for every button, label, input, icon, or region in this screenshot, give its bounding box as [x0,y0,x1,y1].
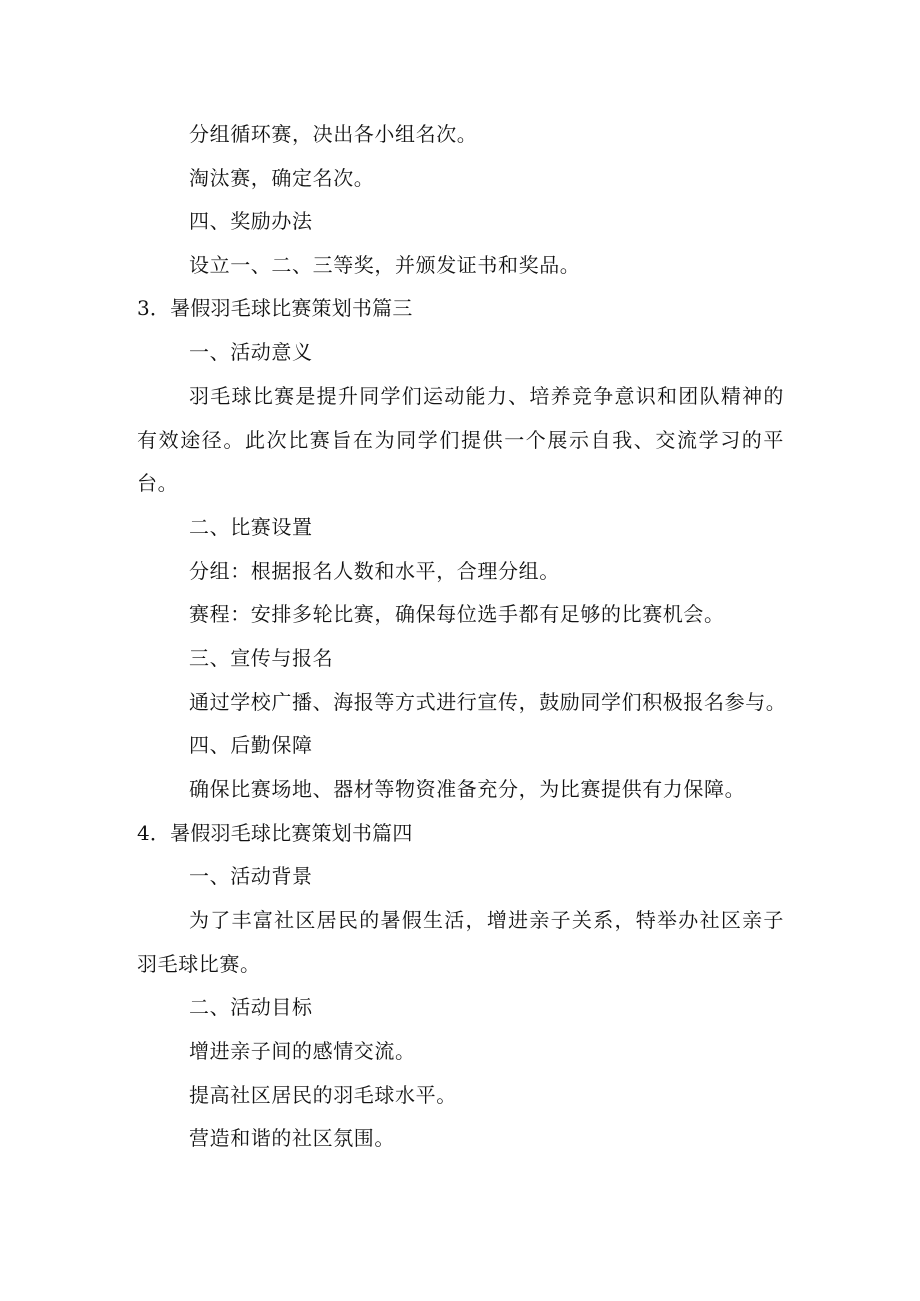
body-line: 设立一、二、三等奖，并颁发证书和奖品。 [189,253,581,277]
section-heading: 一、活动背景 [189,864,313,888]
body-line: 分组循环赛，决出各小组名次。 [189,122,478,146]
section-heading: 三、宣传与报名 [189,646,334,670]
body-line: 赛程：安排多轮比赛，确保每位选手都有足够的比赛机会。 [189,602,725,626]
body-line: 羽毛球比赛。 [137,952,261,976]
body-line: 确保比赛场地、器材等物资准备充分，为比赛提供有力保障。 [189,777,746,801]
body-line: 台。 [137,471,179,495]
body-line: 淘汰赛，确定名次。 [189,166,375,190]
body-line: 分组：根据报名人数和水平，合理分组。 [189,559,560,583]
body-line: 营造和谐的社区氛围。 [189,1126,395,1150]
body-line: 有效途径。此次比赛旨在为同学们提供一个展示自我、交流学习的平 [137,428,784,452]
chapter-heading: 4．暑假羽毛球比赛策划书篇四 [137,821,413,845]
body-line: 为了丰富社区居民的暑假生活，增进亲子关系，特举办社区亲子 [189,908,784,932]
chapter-heading: 3．暑假羽毛球比赛策划书篇三 [137,296,413,320]
section-heading: 二、比赛设置 [189,515,313,539]
body-line: 增进亲子间的感情交流。 [189,1039,416,1063]
section-heading: 四、奖励办法 [189,209,313,233]
body-line: 提高社区居民的羽毛球水平。 [189,1083,457,1107]
section-heading: 四、后勤保障 [189,733,313,757]
body-line: 羽毛球比赛是提升同学们运动能力、培养竞争意识和团队精神的 [189,384,784,408]
body-line: 通过学校广播、海报等方式进行宣传，鼓励同学们积极报名参与。 [189,690,787,714]
section-heading: 二、活动目标 [189,995,313,1019]
section-heading: 一、活动意义 [189,340,313,364]
